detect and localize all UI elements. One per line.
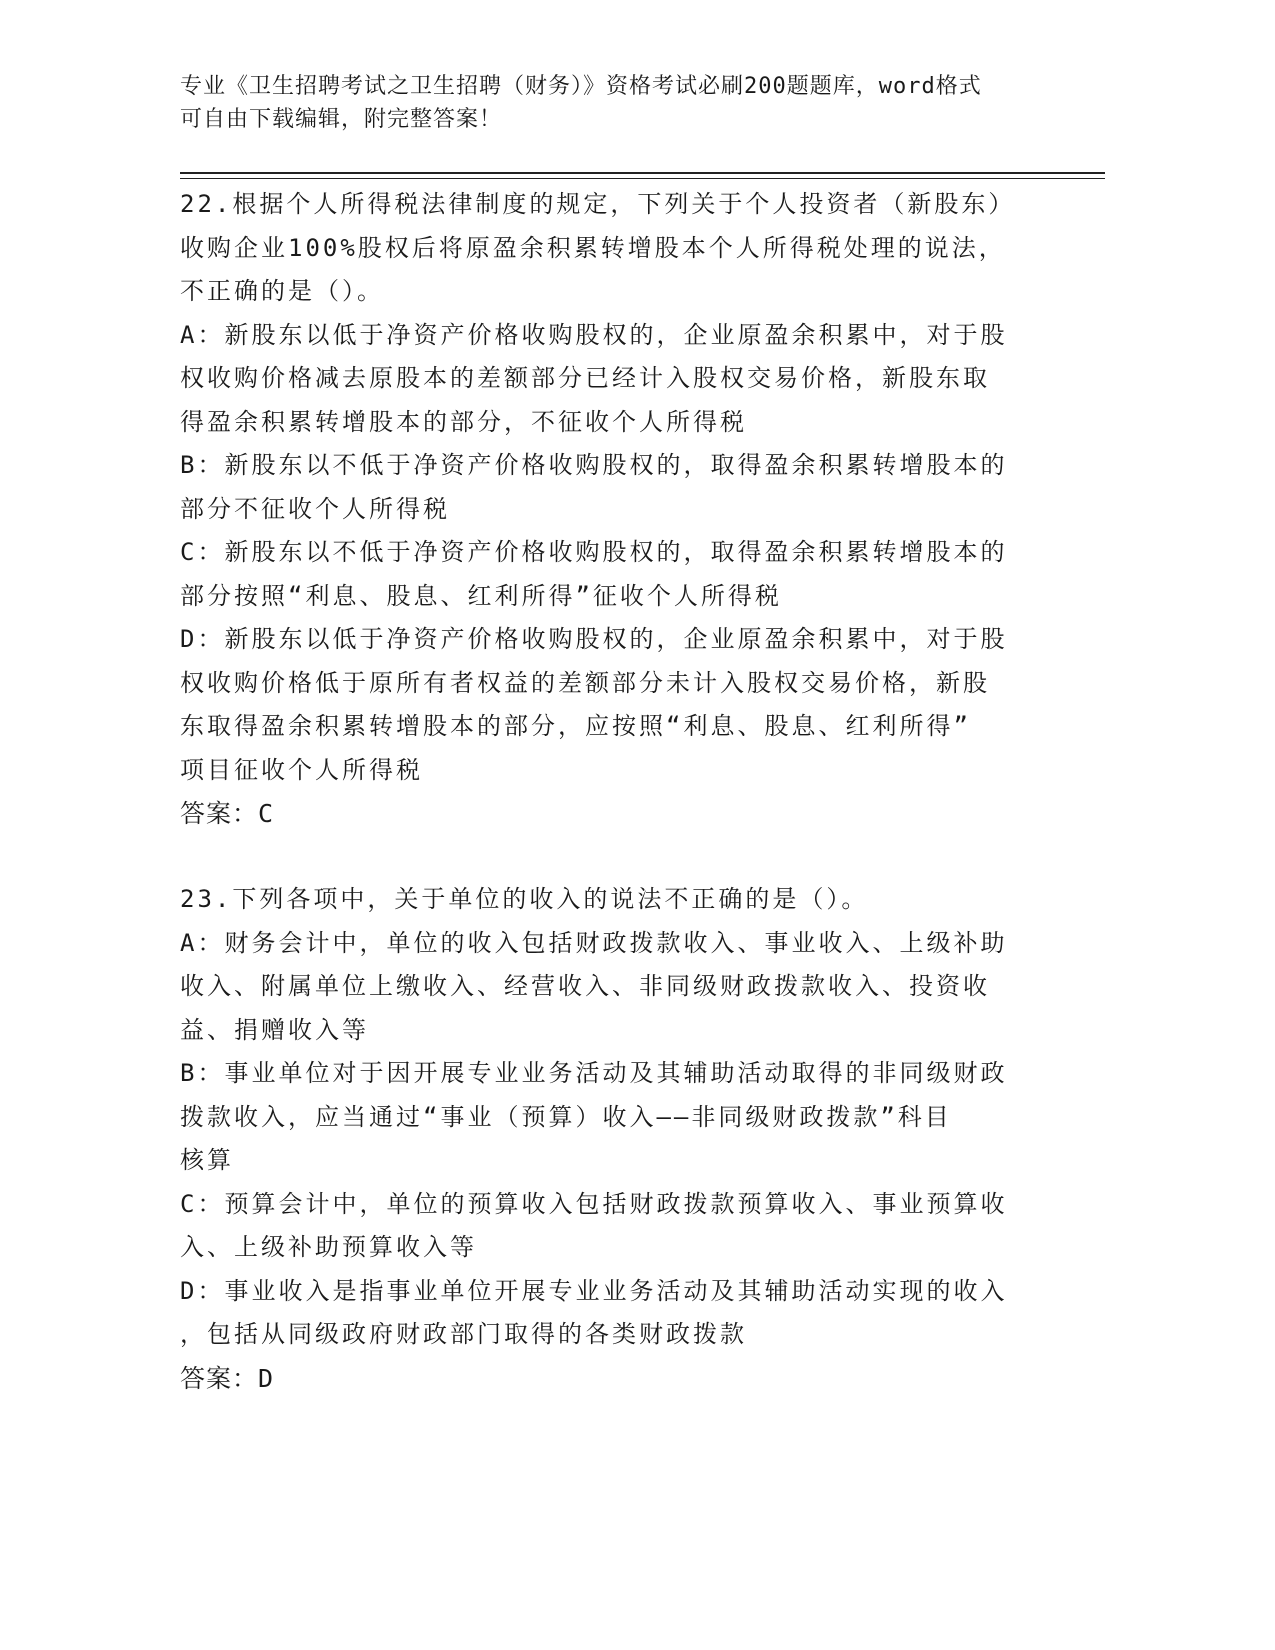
question-22-answer: 答案：C: [180, 799, 275, 828]
question-22-option-d: 东取得盈余积累转增股本的部分，应按照“利息、股息、红利所得”: [180, 712, 971, 740]
question-23-option-a: 益、捐赠收入等: [180, 1015, 369, 1044]
question-22-option-d: 权收购价格低于原所有者权益的差额部分未计入股权交易价格，新股: [180, 668, 990, 697]
question-22: [180, 183, 1040, 836]
question-22-line: 22.根据个人所得税法律制度的规定，下列关于个人投资者（新股东）: [180, 190, 1016, 218]
question-22-option-a: 权收购价格减去原股本的差额部分已经计入股权交易价格，新股东取: [180, 364, 990, 392]
question-23-option-c: C：预算会计中，单位的预算收入包括财政拨款预算收入、事业预算收: [180, 1189, 1008, 1218]
question-23-option-c: 入、上级补助预算收入等: [180, 1233, 477, 1261]
question-spacer: [180, 836, 1040, 878]
header-line-1: 专业《卫生招聘考试之卫生招聘（财务）》资格考试必刷200题题库，word格式: [180, 74, 982, 99]
question-23-line: 23.下列各项中，关于单位的收入的说法不正确的是（）。: [180, 885, 869, 913]
document-header: [180, 70, 1040, 136]
question-22-option-a: 得盈余积累转增股本的部分，不征收个人所得税: [180, 407, 747, 436]
question-22-option-d: D：新股东以低于净资产价格收购股权的，企业原盈余积累中，对于股: [180, 625, 1008, 653]
question-23-answer: 答案：D: [180, 1363, 275, 1393]
question-22-option-c: C：新股东以不低于净资产价格收购股权的，取得盈余积累转增股本的: [180, 538, 1008, 566]
question-23-option-b: B：事业单位对于因开展专业业务活动及其辅助活动取得的非同级财政: [180, 1059, 1008, 1087]
header-divider-thin: [180, 178, 1105, 179]
question-22-option-b: B：新股东以不低于净资产价格收购股权的，取得盈余积累转增股本的: [180, 451, 1008, 479]
question-22-line: 不正确的是（）。: [180, 277, 384, 305]
question-23: [180, 878, 1040, 1401]
header-divider-thick: [180, 172, 1105, 174]
question-23-option-b: 拨款收入，应当通过“事业（预算）收入——非同级财政拨款”科目: [180, 1102, 952, 1131]
question-22-option-c: 部分按照“利息、股息、红利所得”征收个人所得税: [180, 581, 782, 610]
question-23-option-a: 收入、附属单位上缴收入、经营收入、非同级财政拨款收入、投资收: [180, 972, 990, 1000]
question-23-option-d: ，包括从同级政府财政部门取得的各类财政拨款: [180, 1320, 747, 1348]
question-22-option-b: 部分不征收个人所得税: [180, 494, 450, 523]
question-22-option-d: 项目征收个人所得税: [180, 755, 423, 784]
question-22-line: 收购企业100%股权后将原盈余积累转增股本个人所得税处理的说法，: [180, 233, 1006, 262]
question-23-option-a: A：财务会计中，单位的收入包括财政拨款收入、事业收入、上级补助: [180, 928, 1008, 957]
question-23-option-b: 核算: [180, 1146, 234, 1174]
question-23-option-d: D：事业收入是指事业单位开展专业业务活动及其辅助活动实现的收入: [180, 1276, 1008, 1305]
question-content: [180, 183, 1040, 1401]
question-22-option-a: A：新股东以低于净资产价格收购股权的，企业原盈余积累中，对于股: [180, 320, 1008, 349]
header-line-2: 可自由下载编辑，附完整答案！: [180, 107, 503, 132]
